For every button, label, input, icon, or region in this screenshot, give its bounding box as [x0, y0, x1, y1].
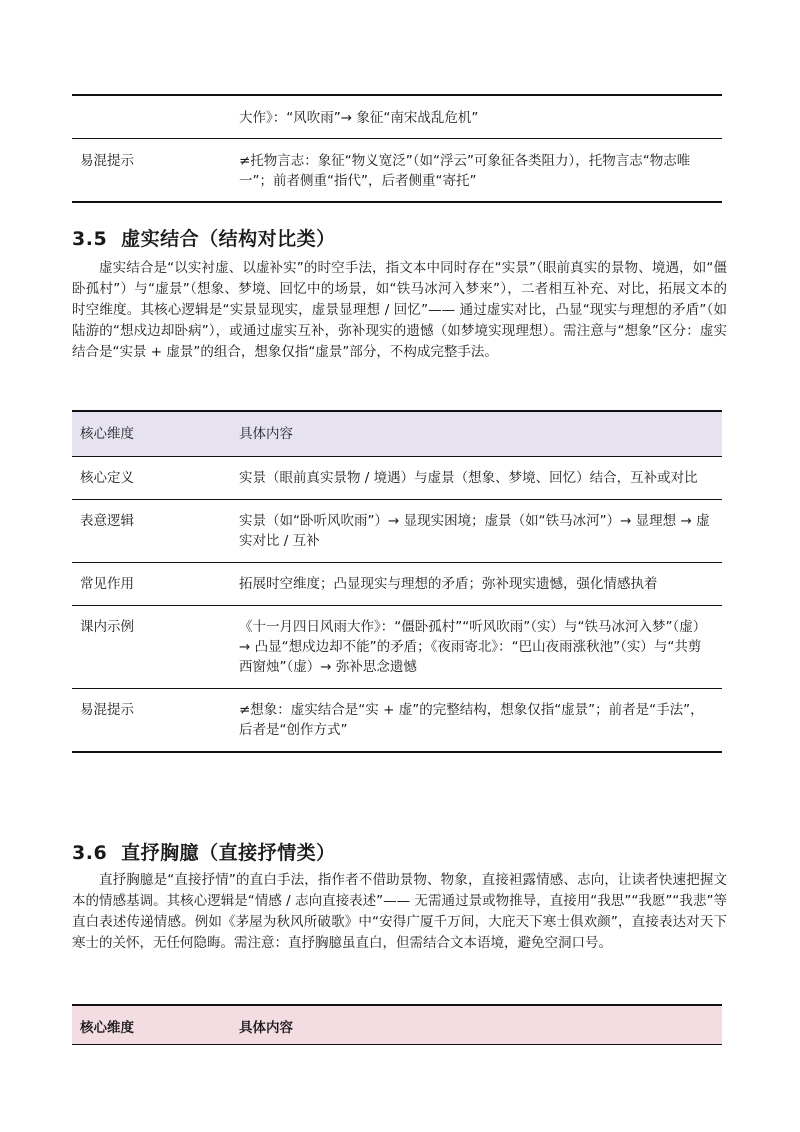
table-row	[72, 500, 722, 563]
row-label: 课内示例	[72, 606, 231, 689]
table-row	[72, 139, 722, 203]
header-cell-dimension: 核心维度	[72, 1005, 231, 1045]
section-title: 虚实结合（结构对比类）	[121, 228, 336, 250]
concept-table	[72, 1004, 722, 1045]
continued-table	[72, 94, 722, 203]
table-row	[72, 95, 722, 139]
row-content: ≠托物言志：象征“物义宽泛”（如“浮云”可象征各类阻力），托物言志“物志唯一”；前者侧重“指代”，后者侧重“寄托”	[239, 153, 691, 189]
row-content: 实景（如“卧听风吹雨”）→ 显现实困境；虚景（如“铁马冰河”）→ 显理想 → 虚实对比 / 互补	[231, 500, 722, 563]
header-cell-dimension: 核心维度	[72, 411, 231, 457]
row-label	[72, 95, 231, 139]
row-content: ≠想象：虚实结合是“实 + 虚”的完整结构，想象仅指“虚景”；前者是“手法”，后者是“创作方式”	[239, 702, 704, 738]
section-number: 3.6	[72, 842, 108, 864]
section-paragraph: 虚实结合是“以实衬虚、以虚补实”的时空手法，指文本中同时存在“实景”（眼前真实的景物、境遇，如“僵卧孤村”）与“虚景”（想象、梦境、回忆中的场景，如“铁马冰河入梦来”），二者相互补充、对比，拓展文本的时空维度。其核心逻辑是“实景显现实，虚景显理想 / 回忆”—— 通过虚实对比，凸显“现实与理想的矛盾”（如陆游的“想戍边却卧病”），或通过虚实互补，弥补现实的遗憾（如梦境实现理想）。需注意与“想象”区分：虚实结合是“实景 + 虚景”的组合，想象仅指“虚景”部分，不构成完整手法。	[72, 260, 727, 360]
row-label: 表意逻辑	[72, 500, 231, 563]
section-paragraph: 直抒胸臆是“直接抒情”的直白手法，指作者不借助景物、物象，直接袒露情感、志向，让读者快速把握文本的情感基调。其核心逻辑是“情感 / 志向直接表述”—— 无需通过景或物推导，直接用“我思”“我愿”“我悲”等直白表述传递情感。例如《茅屋为秋风所破歌》中“安得广厦千万间，大庇天下寒士俱欢颜”，直接表达对天下寒士的关怀，无任何隐晦。需注意：直抒胸臆虽直白，但需结合文本语境，避免空洞口号。	[72, 872, 727, 951]
row-label: 易混提示	[80, 702, 134, 718]
section-number: 3.5	[72, 228, 108, 250]
section-title: 直抒胸臆（直接抒情类）	[121, 842, 336, 864]
table-row	[72, 563, 722, 606]
row-content: 大作》：“风吹雨”→ 象征“南宋战乱危机”	[231, 95, 722, 139]
table-header-row	[72, 1005, 722, 1045]
table-row	[72, 457, 722, 500]
section-heading	[72, 838, 336, 865]
row-label: 常见作用	[72, 563, 231, 606]
header-cell-content: 具体内容	[231, 411, 722, 457]
row-content: 实景（眼前真实景物 / 境遇）与虚景（想象、梦境、回忆）结合，互补或对比	[231, 457, 722, 500]
table-header-row	[72, 411, 722, 457]
row-label: 易混提示	[80, 153, 134, 169]
concept-table	[72, 410, 722, 753]
table-row	[72, 689, 722, 753]
row-content: 《十一月四日风雨大作》：“僵卧孤村”“听风吹雨”（实）与“铁马冰河入梦”（虚）→ 凸显“想戍边却不能”的矛盾；《夜雨寄北》：“巴山夜雨涨秋池”（实）与“共剪西窗烛”（虚）→ 弥补思念遗憾	[231, 606, 722, 689]
table-row	[72, 606, 722, 689]
section-heading	[72, 224, 336, 251]
row-content: 拓展时空维度；凸显现实与理想的矛盾；弥补现实遗憾，强化情感执着	[231, 563, 722, 606]
header-cell-content: 具体内容	[231, 1005, 722, 1045]
row-label: 核心定义	[72, 457, 231, 500]
